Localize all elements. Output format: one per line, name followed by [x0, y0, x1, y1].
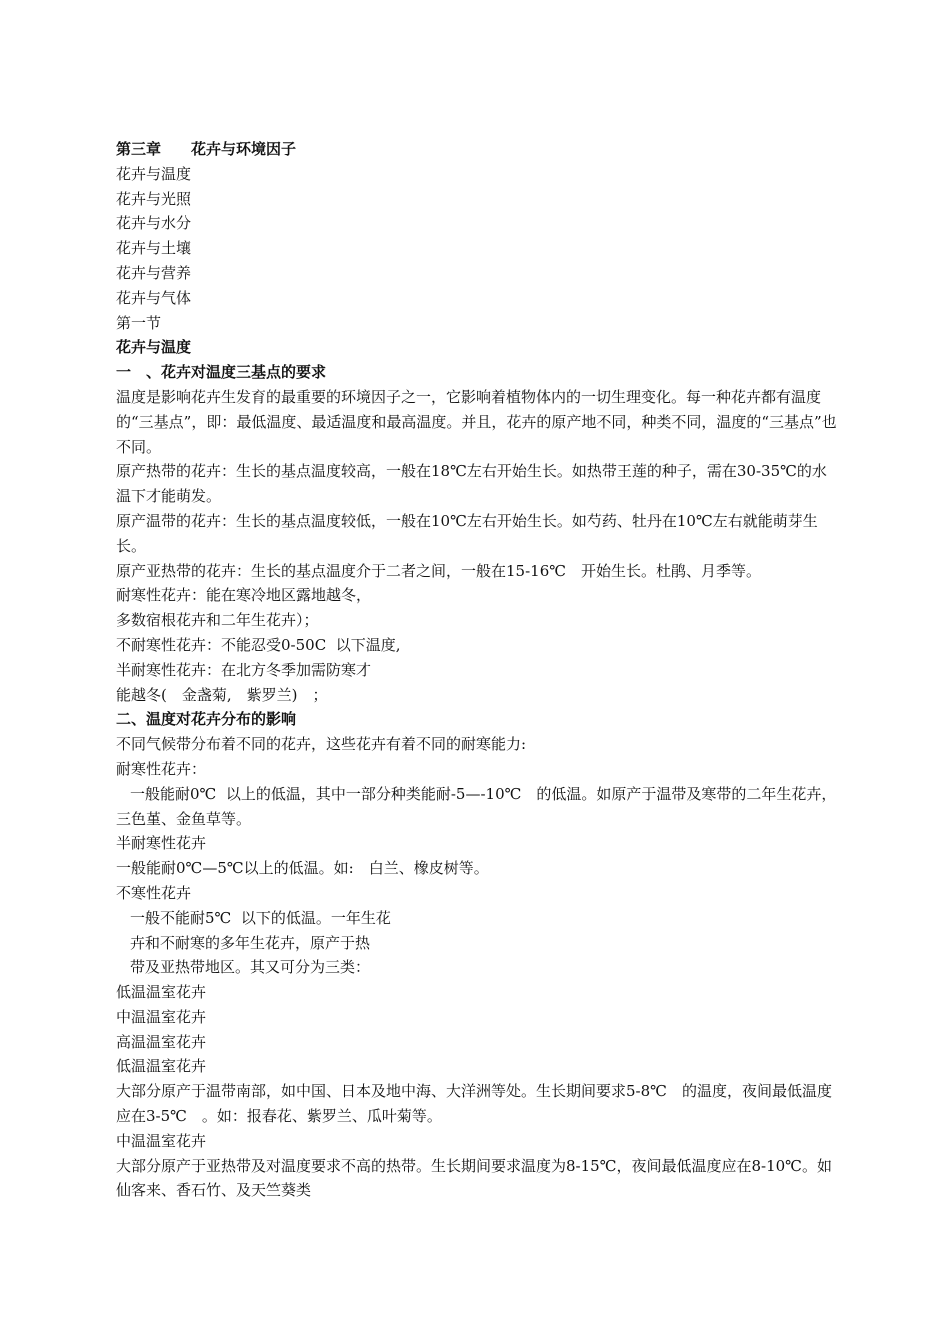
- text-line: 不同气候带分布着不同的花卉，这些花卉有着不同的耐寒能力:: [116, 735, 527, 754]
- text-line: 低温温室花卉: [116, 1057, 207, 1076]
- text-line: 中温温室花卉: [116, 1131, 207, 1150]
- heading-line: 花卉与温度: [116, 338, 192, 357]
- text-line: 不寒性花卉: [116, 883, 192, 902]
- text-line: 温度是影响花卉生发育的最重要的环境因子之一，它影响着植物体内的一切生理变化。每一种花卉都有温度的“三基点”，即：最低温度、最适温度和最高温度。并且，花卉的原产地不同，种类不同，温度的“三基点”也不同。: [116, 387, 837, 456]
- document-body: [116, 137, 838, 1203]
- heading-line: 二、温度对花卉分布的影响: [116, 710, 297, 729]
- text-line: 花卉与光照: [116, 189, 192, 208]
- text-line: 花卉与气体: [116, 288, 192, 307]
- text-line: 卉和不耐寒的多年生花卉，原产于热: [130, 933, 371, 952]
- text-line: 花卉与营养: [116, 263, 192, 282]
- text-line: 不耐寒性花卉：不能忍受0-50C 以下温度,: [116, 635, 401, 654]
- text-line: 花卉与水分: [116, 214, 192, 233]
- text-line: 低温温室花卉: [116, 983, 207, 1002]
- text-line: 能越冬( 金盏菊, 紫罗兰) ；: [116, 685, 328, 704]
- text-line: 大部分原产于亚热带及对温度要求不高的热带。生长期间要求温度为8-15℃，夜间最低温度应在8-10℃。如仙客来、香石竹、及天竺葵类: [116, 1156, 832, 1200]
- text-line: 半耐寒性花卉: [116, 834, 207, 853]
- text-line: 带及亚热带地区。其又可分为三类：: [130, 958, 371, 977]
- text-line: 花卉与土壤: [116, 239, 192, 258]
- text-line: 耐寒性花卉：能在寒冷地区露地越冬，: [116, 586, 372, 605]
- text-line: 高温温室花卉: [116, 1032, 207, 1051]
- text-line: 多数宿根花卉和二年生花卉）；: [116, 611, 319, 630]
- text-line: 耐寒性花卉：: [116, 759, 207, 778]
- text-line: 花卉与温度: [116, 164, 192, 183]
- heading-line: 一 、花卉对温度三基点的要求: [116, 363, 327, 382]
- heading-line: 第三章 花卉与环境因子: [116, 140, 297, 158]
- text-line: 第一节: [116, 313, 162, 332]
- text-line: 半耐寒性花卉：在北方冬季加需防寒才: [116, 660, 372, 679]
- text-line: 大部分原产于温带南部，如中国、日本及地中海、大洋洲等处。生长期间要求5-8℃ 的温度，夜间最低温度应在3-5℃ 。如：报春花、紫罗兰、瓜叶菊等。: [116, 1082, 832, 1126]
- text-line: 一般能耐0℃—5℃以上的低温。如: 白兰、橡皮树等。: [116, 859, 489, 878]
- text-line: 原产亚热带的花卉：生长的基点温度介于二者之间，一般在15-16℃ 开始生长。杜鹃、月季等。: [116, 561, 762, 580]
- text-line: 中温温室花卉: [116, 1007, 207, 1026]
- text-line: 原产温带的花卉：生长的基点温度较低，一般在10℃左右开始生长。如芍药、牡丹在10℃左右就能萌芽生长。: [116, 511, 818, 555]
- text-line: 一般不能耐5℃ 以下的低温。一年生花: [130, 908, 391, 927]
- text-line: 一般能耐0℃ 以上的低温，其中一部分种类能耐-5—-10℃ 的低温。如原产于温带及寒带的二年生花卉，三色堇、金鱼草等。: [116, 784, 837, 828]
- text-line: 原产热带的花卉：生长的基点温度较高，一般在18℃左右开始生长。如热带王莲的种子，需在30-35℃的水温下才能萌发。: [116, 462, 827, 506]
